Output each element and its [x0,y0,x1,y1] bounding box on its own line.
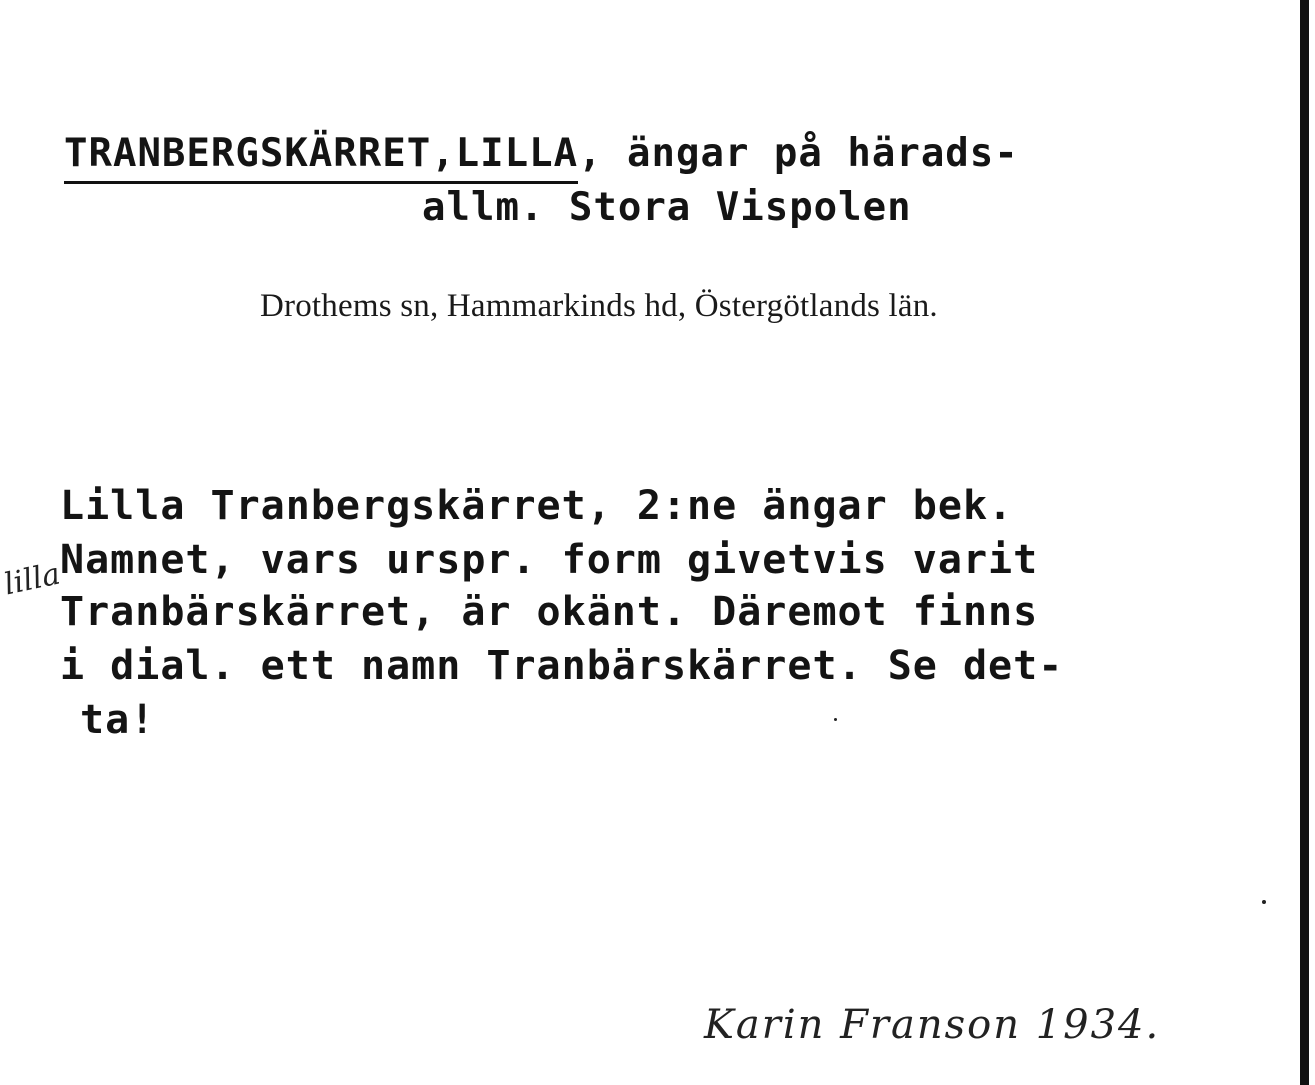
heading-line-1 [64,130,1019,178]
body-line: Namnet, vars urspr. form givetvis varit [60,537,1039,583]
headword: TRANBERGSKÄRRET,LILLA [64,131,579,176]
heading-line-2: allm. Stora Vispolen [422,185,912,230]
speck [1262,900,1266,904]
speck [834,718,837,721]
card-right-edge [1300,0,1309,1085]
body-line: i dial. ett namn Tranbärskärret. Se det- [60,643,1064,689]
body-line: Tranbärskärret, är okänt. Däremot finns [60,589,1039,635]
location-stamp: Drothems sn, Hammarkinds hd, Östergötlands län. [260,288,938,324]
handwritten-margin-note: lilla [0,556,64,603]
body-line: ta! [80,697,156,743]
body-line: Lilla Tranbergskärret, 2:ne ängar bek. [60,483,1014,529]
handwritten-signature: Karin Franson 1934. [704,1002,1161,1048]
heading-line-1-rest: , ängar på härads- [578,131,1019,176]
